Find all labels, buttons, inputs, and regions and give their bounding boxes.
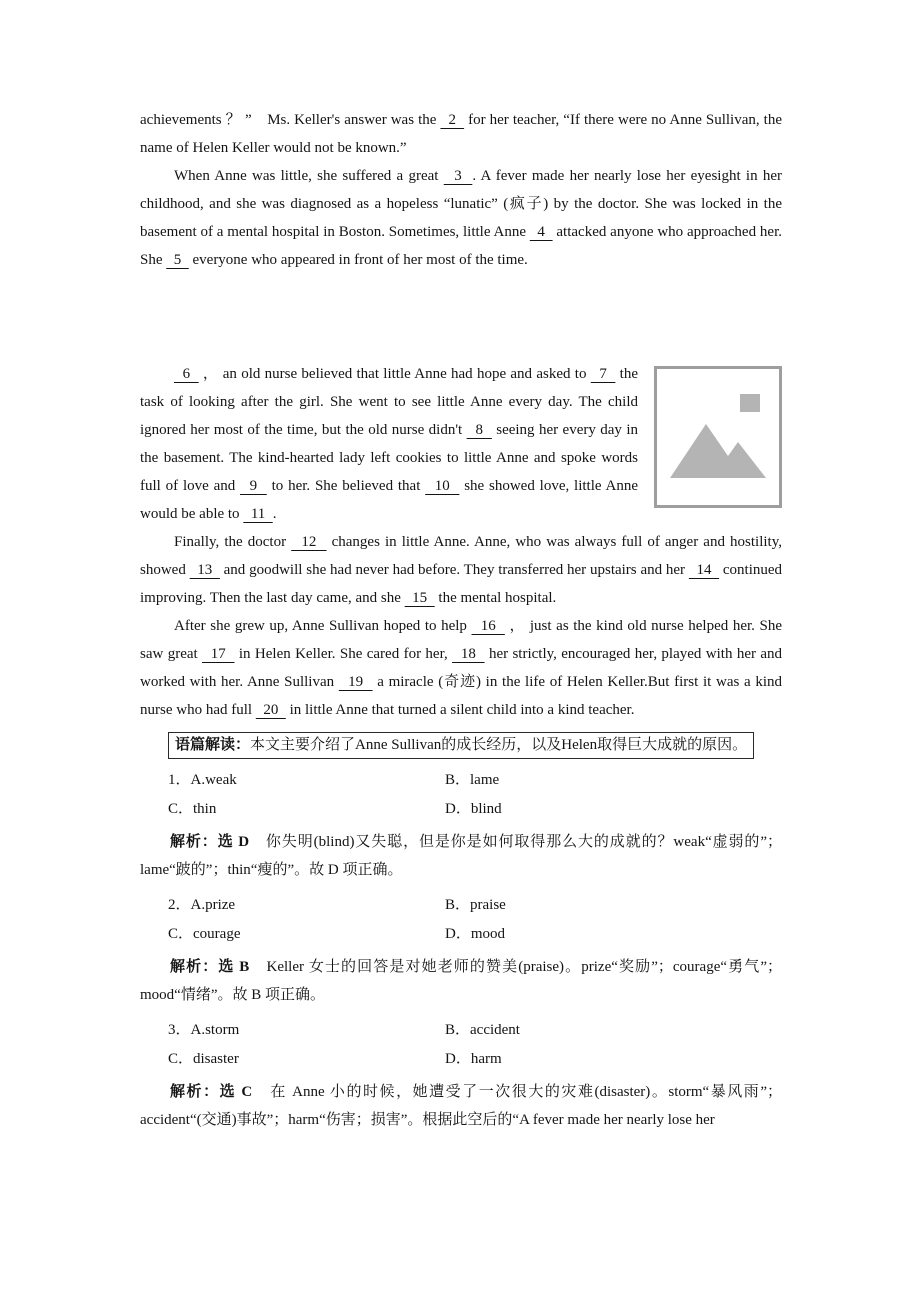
option-row-bottom <box>140 795 782 824</box>
cloze-blank-20: 20 <box>255 702 286 718</box>
cloze-blank-4: 4 <box>529 224 553 240</box>
cloze-blank-18: 18 <box>452 646 485 662</box>
option-b: B．praise <box>445 897 506 913</box>
passage-paragraph: Finally, the doctor 12 changes in little Anne. Anne, who was always full of anger and hostility, showed 13 and goodwill she had never had before. They transferred her upstairs and her 14 continued improving. Then the last day came, and she 15 the mental hospital. <box>140 534 783 606</box>
question-block <box>140 891 782 1009</box>
analysis-paragraph <box>140 953 782 1009</box>
cloze-blank-13: 13 <box>189 562 220 578</box>
option-row-bottom <box>140 1045 782 1074</box>
option-row-top <box>140 1016 782 1045</box>
analysis-answer: 解析：选 B <box>170 959 250 975</box>
question-block <box>140 766 782 884</box>
question-number: 3． <box>168 1022 191 1038</box>
analysis-answer: 解析：选 C <box>170 1084 253 1100</box>
option-c: C．disaster <box>168 1051 239 1067</box>
analysis-text: 你失明(blind)又失聪，但是你是如何取得那么大的成就的？weak“虚弱的”；lame“跛的”；thin“瘦的”。故 D 项正确。 <box>140 834 782 878</box>
option-d: D．harm <box>445 1051 502 1067</box>
cloze-blank-11: 11 <box>243 506 273 522</box>
option-row-bottom <box>140 920 782 949</box>
option-a: A.storm <box>190 1022 240 1038</box>
cloze-blank-6: 6 <box>174 366 199 382</box>
option-a: A.weak <box>190 772 237 788</box>
passage-paragraph: When Anne was little, she suffered a great 3 . A fever made her nearly lose her eyesight in her childhood, and she was diagnosed as a hopeless “lunatic” (疯子) by the doctor. She was locked in the basement of a mental hospital in Boston. Sometimes, little Anne 4 attacked anyone who approached her. She 5 everyone who appeared in front of her most of the time. <box>140 168 782 268</box>
option-a: A.prize <box>190 897 236 913</box>
option-row-top <box>140 891 782 920</box>
question-block <box>140 1016 782 1134</box>
analysis-text: Keller 女士的回答是对她老师的赞美(praise)。prize“奖励”；courage“勇气”；mood“情绪”。故 B 项正确。 <box>140 959 782 1003</box>
cloze-blank-14: 14 <box>688 562 720 578</box>
cloze-blank-5: 5 <box>166 252 189 268</box>
option-b: B．accident <box>445 1022 520 1038</box>
summary-label: 语篇解读： <box>175 737 251 753</box>
option-row-top <box>140 766 782 795</box>
option-c: C．courage <box>168 926 241 942</box>
cloze-blank-9: 9 <box>240 478 267 494</box>
cloze-blank-17: 17 <box>202 646 235 662</box>
option-d: D．mood <box>445 926 506 942</box>
option-d: D．blind <box>445 801 502 817</box>
cloze-blank-8: 8 <box>466 422 492 438</box>
question-number: 2． <box>168 897 191 913</box>
question-number: 1． <box>168 772 191 788</box>
cloze-blank-7: 7 <box>590 366 616 382</box>
analysis-answer: 解析：选 D <box>170 834 250 850</box>
analysis-paragraph <box>140 828 782 884</box>
option-c: C．thin <box>168 801 217 817</box>
option-b: B．lame <box>445 772 500 788</box>
cloze-blank-12: 12 <box>291 534 327 550</box>
cloze-blank-16: 16 <box>471 618 505 634</box>
cloze-blank-10: 10 <box>425 478 460 494</box>
summary-text: 本文主要介绍了Anne Sullivan的成长经历，以及Helen取得巨大成就的原因。 <box>250 737 748 753</box>
questions <box>140 766 782 1134</box>
passage <box>140 106 782 724</box>
image-placeholder <box>654 366 782 508</box>
passage-paragraph: achievements ？ ” Ms. Keller's answer was the 2 for her teacher, “If there were no Anne Sullivan, the name of Helen Keller would not be known.” <box>140 112 782 156</box>
passage-paragraph: After she grew up, Anne Sullivan hoped to help 16 ， just as the kind old nurse helped her. She saw great 17 in Helen Keller. She cared for her, 18 her strictly, encouraged her, played with her and worked with her. Anne Sullivan 19 a miracle (奇迹) in the life of Helen Keller.But first it was a kind nurse who had full 20 in little Anne that turned a silent child into a kind teacher. <box>140 618 783 718</box>
analysis-paragraph <box>140 1078 782 1134</box>
analysis-text: 在 Anne 小的时候，她遭受了一次很大的灾难(disaster)。storm“暴风雨”；accident“(交通)事故”；harm“伤害；损害”。根据此空后的“A fever made her nearly lose her <box>140 1084 782 1128</box>
cloze-blank-3: 3 <box>443 168 473 184</box>
cloze-blank-19: 19 <box>338 674 373 690</box>
cloze-blank-2: 2 <box>440 112 465 128</box>
cloze-blank-15: 15 <box>404 590 435 606</box>
passage-summary-box <box>168 732 754 759</box>
broken-image-icon <box>654 366 782 508</box>
passage-paragraph: 6 ， an old nurse believed that little Anne had hope and asked to 7 the task of looking after the girl. She went to see little Anne every day. The child ignored her most of the time, but the old nurse didn't 8 seeing her every day in the basement. The kind-hearted lady left cookies to little Anne and spoke words full of love and 9 to her. She believed that 10 she showed love, little Anne would be able to 11 . <box>140 360 782 528</box>
